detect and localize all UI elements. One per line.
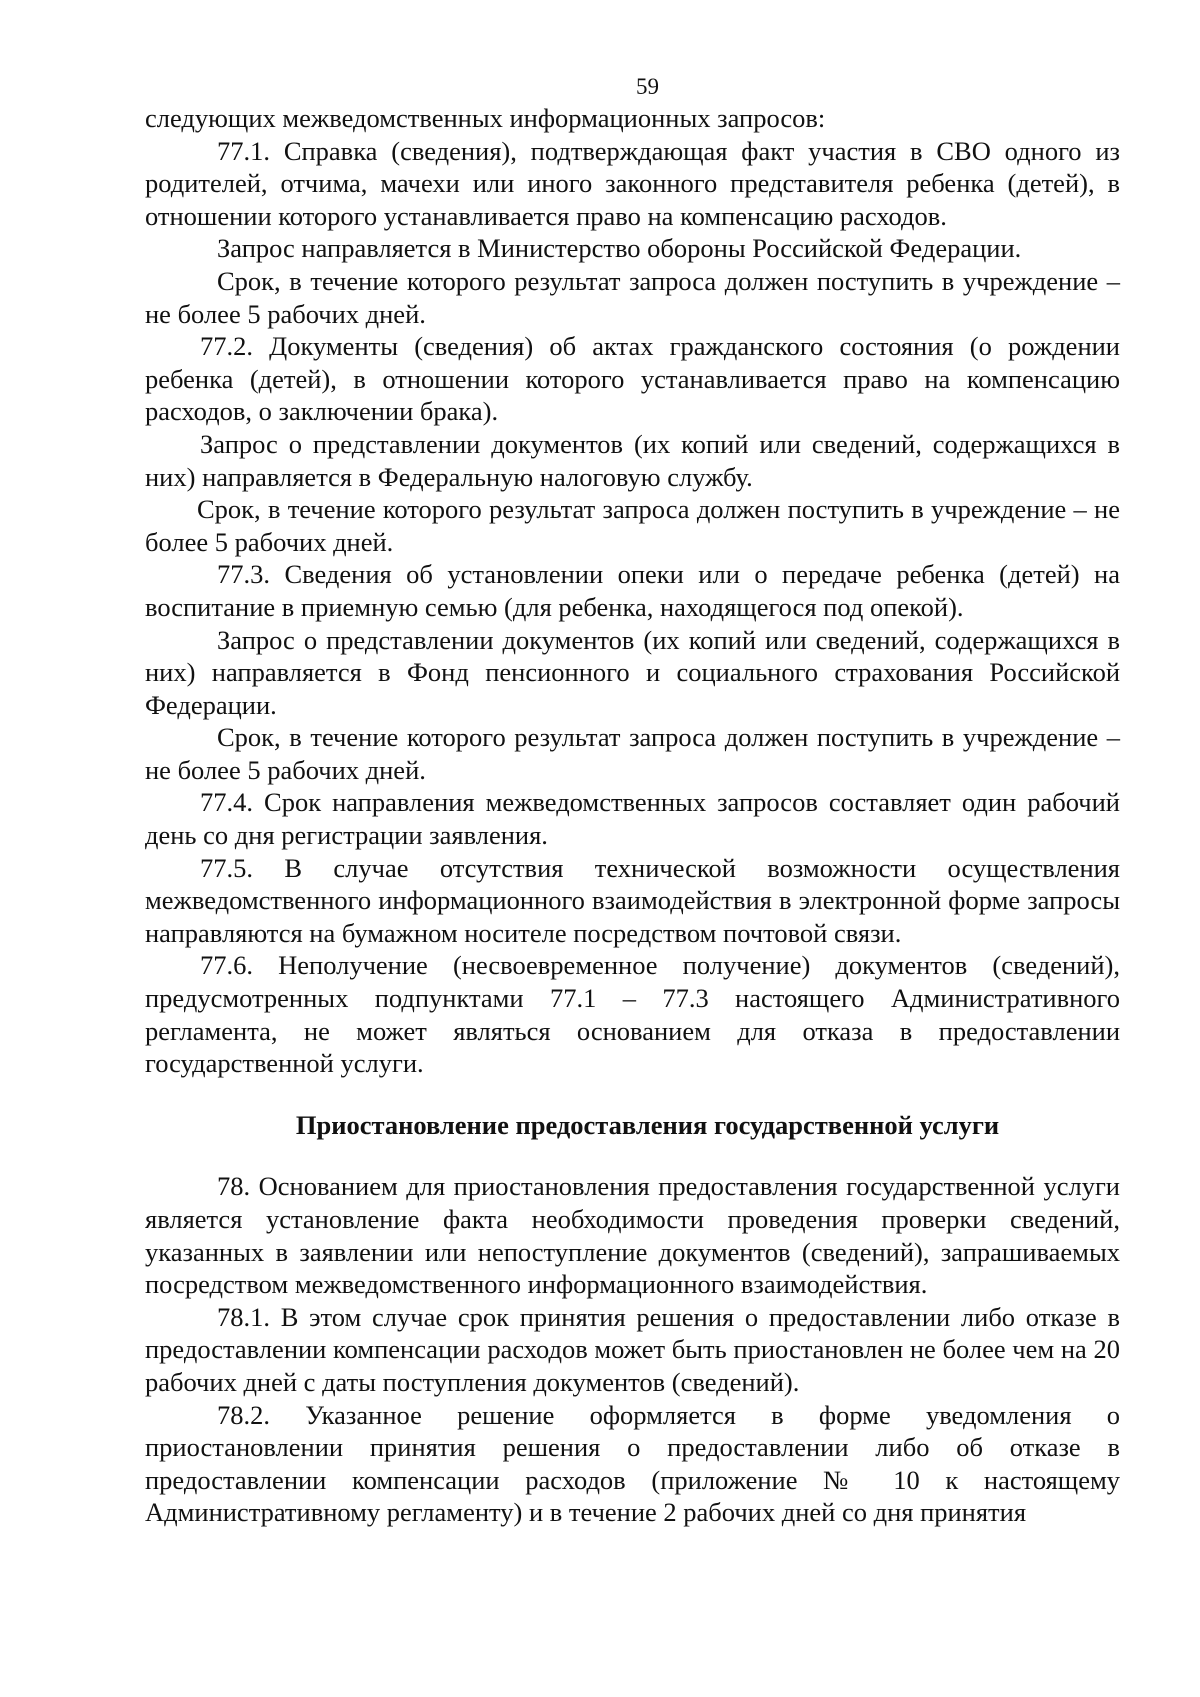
paragraph-77-3: 77.3. Сведения об установлении опеки или о передаче ребенка (детей) на воспитание в приемную семью (для ребенка, находящегося под опекой). <box>145 559 1120 622</box>
paragraph-77-2-deadline: Срок, в течение которого результат запроса должен поступить в учреждение – не более 5 рабочих дней. <box>145 494 1120 557</box>
paragraph-77-4: 77.4. Срок направления межведомственных запросов составляет один рабочий день со дня регистрации заявления. <box>145 787 1120 851</box>
paragraph-continuation: следующих межведомственных информационных запросов: <box>145 103 826 133</box>
section-heading: Приостановление предоставления государственной услуги <box>295 1109 1000 1140</box>
page-number: 59 <box>636 74 659 99</box>
paragraph-77-5: 77.5. В случае отсутствия технической возможности осуществления межведомственного информационного взаимодействия в электронной форме запросы направляются на бумажном носителе посредством почтовой связи. <box>145 852 1120 948</box>
paragraph-77-3-deadline: Срок, в течение которого результат запроса должен поступить в учреждение – не более 5 рабочих дней. <box>145 722 1120 785</box>
paragraph-77-3-request: Запрос о представлении документов (их копий или сведений, содержащихся в них) направляется в Фонд пенсионного и социального страхования Российской Федерации. <box>145 624 1120 720</box>
paragraph-77-2-request: Запрос о представлении документов (их копий или сведений, содержащихся в них) направляется в Федеральную налоговую службу. <box>145 428 1120 492</box>
document-page <box>145 72 1120 1529</box>
paragraph-78-1: 78.1. В этом случае срок принятия решения о предоставлении либо отказе в предоставлении компенсации расходов может быть приостановлен не более чем на 20 рабочих дней с даты поступления документов (сведений). <box>145 1301 1120 1397</box>
paragraph-78: 78. Основанием для приостановления предоставления государственной услуги является установление факта необходимости проведения проверки сведений, указанных в заявлении или непоступление документов (сведений), запрашиваемых посредством межведомственного информационного взаимодействия. <box>145 1171 1120 1300</box>
paragraph-77-2: 77.2. Документы (сведения) об актах гражданского состояния (о рождении ребенка (детей), в отношении которого устанавливается право на компенсацию расходов, о заключении брака). <box>145 331 1120 427</box>
paragraph-77-1-request: Запрос направляется в Министерство обороны Российской Федерации. <box>217 233 1022 264</box>
paragraph-77-1: 77.1. Справка (сведения), подтверждающая факт участия в СВО одного из родителей, отчима, мачехи или иного законного представителя ребенка (детей), в отношении которого устанавливается право на компенсацию расходов. <box>145 135 1120 231</box>
paragraph-77-6: 77.6. Неполучение (несвоевременное получение) документов (сведений), предусмотренных подпунктами 77.1 – 77.3 настоящего Административного регламента, не может являться основанием для отказа в предоставлении государственной услуги. <box>145 950 1120 1079</box>
paragraph-78-2: 78.2. Указанное решение оформляется в форме уведомления о приостановлении принятия решения о предоставлении либо об отказе в предоставлении компенсации расходов (приложение № 10 к настоящему Административному регламенту) и в течение 2 рабочих дней со дня принятия <box>145 1399 1120 1528</box>
paragraph-77-1-deadline: Срок, в течение которого результат запроса должен поступить в учреждение – не более 5 рабочих дней. <box>145 265 1120 329</box>
